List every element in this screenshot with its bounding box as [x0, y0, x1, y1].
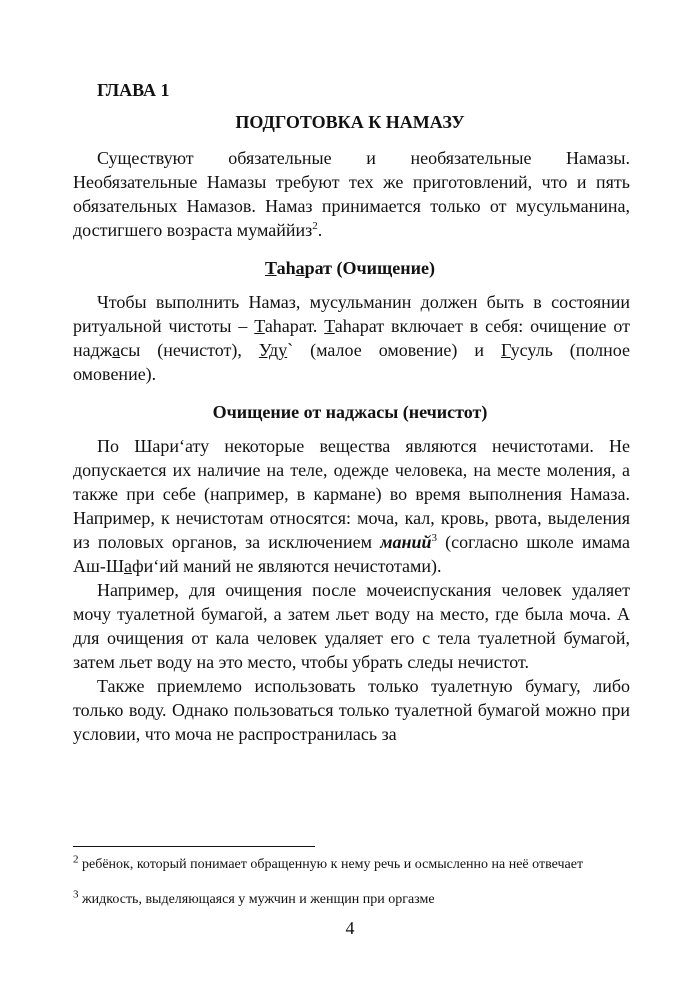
footnote-3: $^3$ жидкость, выделяющаяся у мужчин и женщин при оргазме	[73, 888, 435, 907]
footnote-ref-3[interactable]: 3	[431, 532, 438, 544]
najasa-text	[73, 434, 630, 746]
intro-paragraph: Существуют обязательные и необязательные Намазы. Необязательные Намазы требуют тех же приготовлений, что и пять обязательных Намазов. Намаз принимается только от мусульманина, достигшего возраста мумаййиз$^2$.	[73, 148, 630, 240]
najasa-paragraph-1: По Шари‘ату некоторые вещества являются нечистотами. Не допускается их наличие на теле, одежде человека, на месте моления, а также при себе (например, в кармане) во время выполнения Намаза. Например, к нечистотам относятся: моча, кал, кровь, рвота, выделения из половых органов, за исключением маний$^3$ (согласно школе имама Аш-Шафи‘ий маний не являются нечистотами).	[73, 436, 631, 576]
taharat-paragraph: Чтобы выполнить Намаз, мусульманин должен быть в состоянии ритуальной чистоты – Таhарат. Таhарат включает в себя: очищение от наджасы (нечистот), Уду` (малое омовение) и Гусуль (полное омовение).	[73, 292, 630, 384]
footnote-ref-2[interactable]: 2	[312, 220, 318, 232]
najasa-paragraph-2: Например, для очищения после мочеиспускания человек удаляет мочу туалетной бумагой, а затем льет воду на место, где была моча. А для очищения от кала человек удаляет его с тела туалетной бумагой, затем льет воду на это место, чтобы убрать следы нечистот.	[73, 580, 630, 672]
section-heading-najasa: Очищение от наджасы (нечистот)	[212, 402, 488, 422]
najasa-paragraph-3: Также приемлемо использовать только туалетную бумагу, либо только воду. Однако пользоваться только туалетной бумагой можно при условии, что моча не распространилась за	[73, 676, 630, 744]
footnote-divider	[73, 846, 315, 847]
footnote-2: $^2$ ребёнок, который понимает обращенную к нему речь и осмысленно на неё отвечает	[73, 853, 584, 872]
section-heading-taharat: Таhарат (Очищение)	[265, 258, 435, 278]
page-title: ПОДГОТОВКА К НАМАЗУ	[235, 112, 465, 132]
chapter-label: ГЛАВА 1	[97, 80, 170, 100]
page-number: 4	[345, 918, 355, 938]
